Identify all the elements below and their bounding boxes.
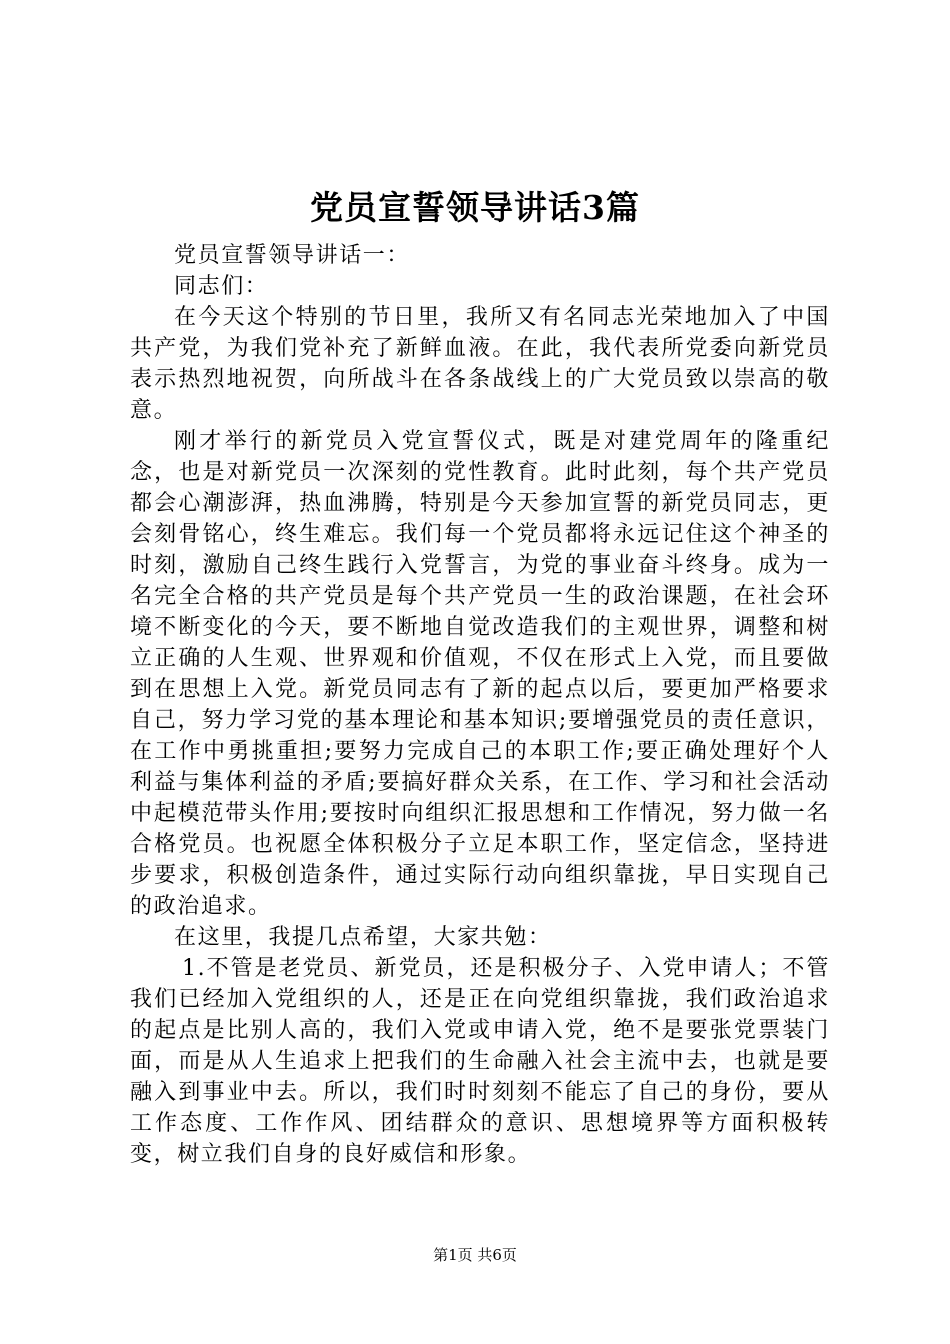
- body-paragraph: 刚才举行的新党员入党宣誓仪式，既是对建党周年的隆重纪念，也是对新党员一次深刻的党性教育。此时此刻，每个共产党员都会心潮澎湃，热血沸腾，特别是今天参加宣誓的新党员同志，更会刻骨铭心，终生难忘。我们每一个党员都将永远记住这个神圣的时刻，激励自己终生践行入党誓言，为党的事业奋斗终身。成为一名完全合格的共产党员是每个共产党员一生的政治课题，在社会环境不断变化的今天，要不断地自觉改造我们的主观世界，调整和树立正确的人生观、世界观和价值观，不仅在形式上入党，而且要做到在思想上入党。新党员同志有了新的起点以后，要更加严格要求自己，努力学习党的基本理论和基本知识;要增强党员的责任意识，在工作中勇挑重担;要努力完成自己的本职工作;要正确处理好个人利益与集体利益的矛盾;要搞好群众关系，在工作、学习和社会活动中起模范带头作用;要按时向组织汇报思想和工作情况，努力做一名合格党员。也祝愿全体积极分子立足本职工作，坚定信念，坚持进步要求，积极创造条件，通过实际行动向组织靠拢，早日实现自己的政治追求。: [130, 429, 830, 919]
- body-paragraph: 在这里，我提几点希望，大家共勉：: [174, 925, 552, 950]
- document-body: [130, 240, 830, 1170]
- numbered-paragraph: 1.不管是老党员、新党员，还是积极分子、入党申请人；不管我们已经加入党组织的人，还是正在向党组织靠拢，我们政治追求的起点是比别人高的，我们入党或申请入党，绝不是要张党票装门面，而是从人生追求上把我们的生命融入社会主流中去，也就是要融入到事业中去。所以，我们时时刻刻不能忘了自己的身份，要从工作态度、工作作风、团结群众的意识、思想境界等方面积极转变，树立我们自身的良好威信和形象。: [130, 956, 830, 1167]
- page-footer: 第1页 共6页: [433, 1246, 517, 1264]
- body-paragraph: 在今天这个特别的节日里，我所又有名同志光荣地加入了中国共产党，为我们党补充了新鲜血液。在此，我代表所党委向新党员表示热烈地祝贺，向所战斗在各条战线上的广大党员致以崇高的敬意。: [130, 305, 830, 423]
- salutation: 同志们：: [174, 274, 269, 299]
- document-title: 党员宣誓领导讲话3篇: [310, 188, 640, 227]
- speech-heading: 党员宣誓领导讲话一：: [174, 243, 411, 268]
